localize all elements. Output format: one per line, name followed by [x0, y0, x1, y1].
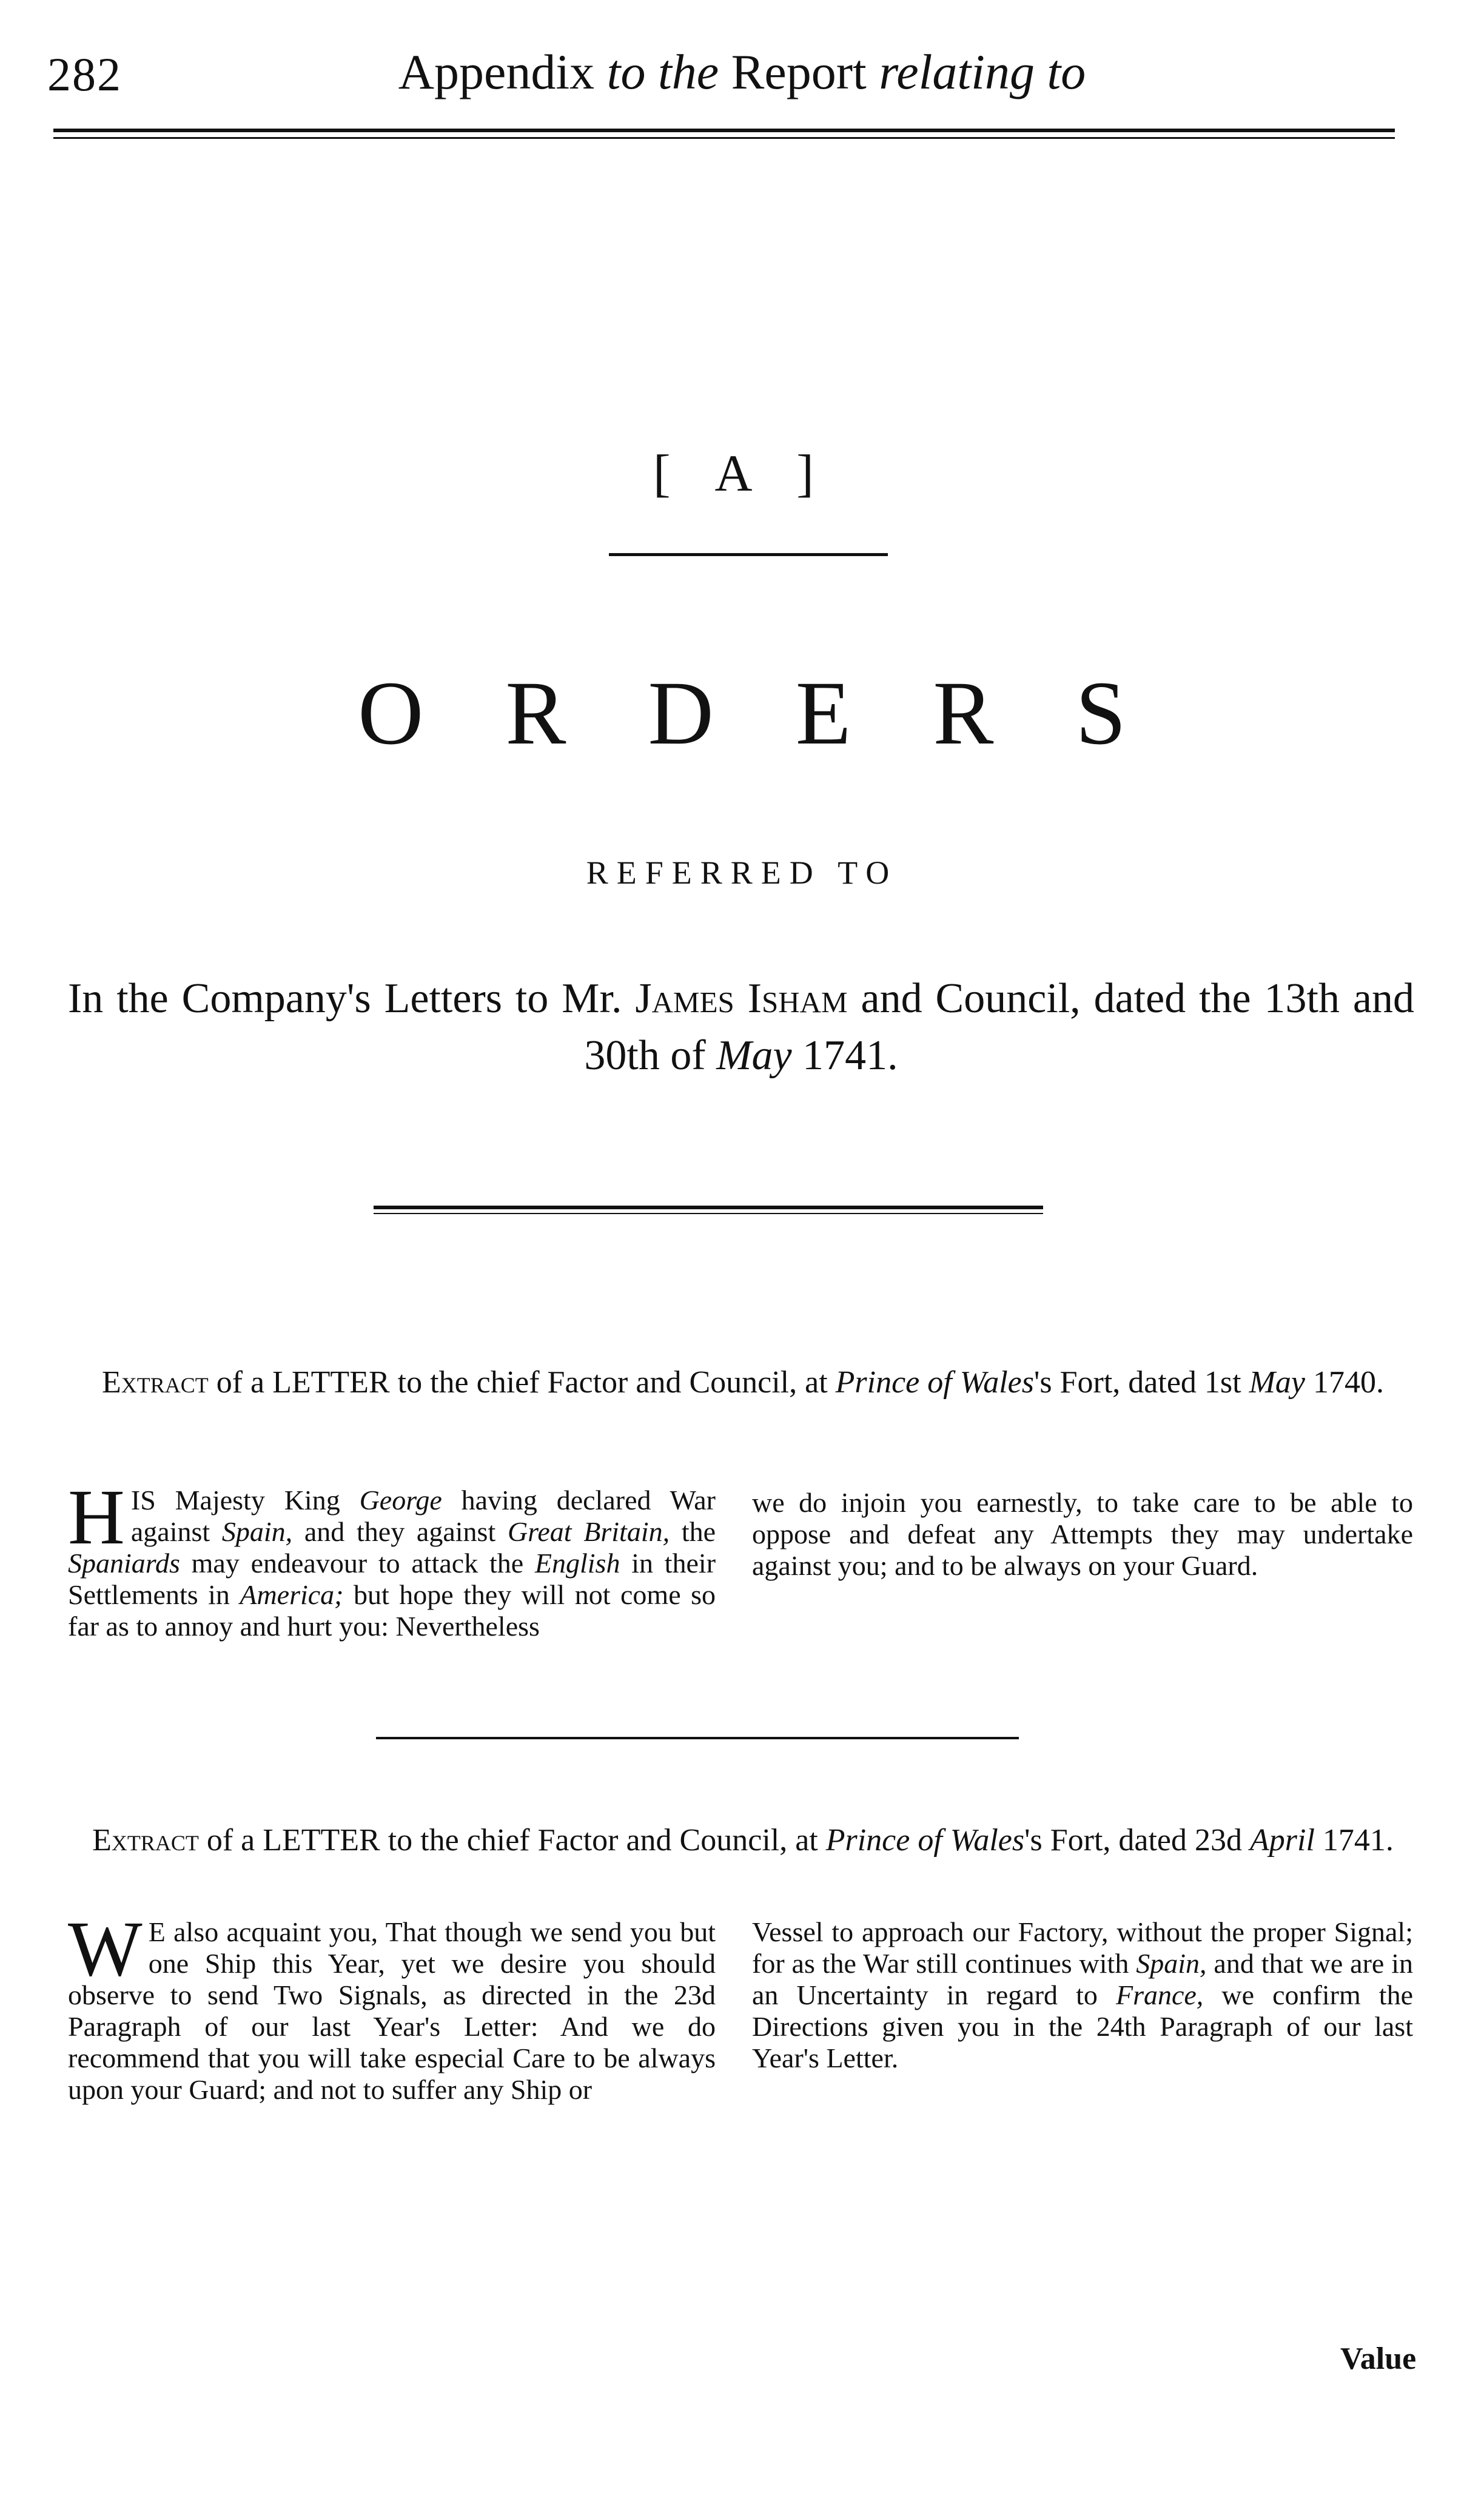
intro-text: In the Company's Letters to Mr. — [68, 975, 636, 1022]
column-text: in their Settlements in — [68, 1548, 716, 1610]
column-italic: Spaniards — [68, 1548, 180, 1579]
extract-separator — [376, 1737, 1019, 1739]
column-text: and that we are in an Uncertainty in regard to — [752, 1948, 1414, 2010]
intro-name: James Isham — [635, 975, 848, 1022]
extract-heading — [61, 1822, 1425, 1858]
running-head — [0, 44, 1484, 101]
extract-heading-place: Prince of Wales — [825, 1823, 1025, 1858]
intro-year: 1741. — [791, 1032, 898, 1079]
section-rule — [374, 1206, 1043, 1209]
column-text: Vessel to approach our Factory, without the proper Signal; for as the War still continues with — [752, 1916, 1413, 1979]
column-italic: Spain, — [1136, 1948, 1207, 1979]
column-italic: Great Britain, — [507, 1516, 670, 1547]
drop-cap: H — [68, 1474, 125, 1561]
intro-paragraph — [68, 970, 1414, 1084]
column-italic: America; — [240, 1579, 344, 1610]
extract-heading-year: 1741. — [1314, 1823, 1394, 1858]
running-head-italic: relating to — [879, 44, 1086, 99]
extract-heading-text: 's Fort, dated 23d — [1024, 1823, 1251, 1858]
extract-right-column: we do injoin you earnestly, to take care to be able to oppose and defeat any Attempts they may undertake against you; and to be always on your Guard. — [752, 1487, 1413, 1581]
extract-heading-text: 's Fort, dated 1st — [1034, 1365, 1249, 1400]
column-italic: Spain, — [221, 1516, 293, 1547]
header-rule — [53, 129, 1395, 132]
drop-cap: W — [68, 1905, 143, 1993]
section-label: [ A ] — [653, 444, 831, 502]
column-italic: France, — [1115, 1979, 1204, 2010]
column-text: IS Majesty King — [130, 1485, 360, 1516]
extract-heading-text: of a LETTER to the chief Factor and Council, at — [208, 1365, 836, 1400]
column-text: and they against — [292, 1516, 508, 1547]
title-rule — [609, 553, 888, 556]
extract-heading-label: Extract — [101, 1365, 209, 1400]
intro-month: May — [716, 1032, 792, 1079]
section-rule — [374, 1213, 1043, 1214]
extract-left-column — [68, 1905, 716, 2106]
column-text: having declared War against — [130, 1485, 716, 1547]
column-italic: George — [359, 1485, 442, 1516]
page-subtitle: REFERRED TO — [586, 854, 898, 891]
extract-heading-text: of a LETTER to the chief Factor and Council, at — [198, 1823, 826, 1858]
page-title: ORDERS — [358, 663, 1208, 764]
column-text: we confirm the Directions given you in the 24th Paragraph of our last Year's Letter. — [752, 1979, 1413, 2073]
running-head-italic: to the — [606, 44, 719, 99]
extract-left-column — [68, 1474, 716, 1642]
header-rule — [53, 137, 1395, 139]
extract-right-column — [752, 1916, 1413, 2074]
column-italic: English — [534, 1548, 620, 1579]
intro-text: and Council, dated the 13th and 30th of — [584, 975, 1414, 1079]
column-text: may endeavour to attack the — [180, 1548, 535, 1579]
column-text: E also acquaint you, That though we send you but one Ship this Year, yet we desire you should observe to send Two Signals, as directed in the 23d Paragraph of our last Year's Letter: And we do recommend that you will take especial Care to be always upon your Guard; and not to suffer any Ship or — [68, 1916, 716, 2105]
extract-heading-place: Prince of Wales — [835, 1365, 1035, 1400]
column-text: but hope they will not come so far as to annoy and hurt you: Nevertheless — [68, 1579, 716, 1642]
extract-heading-month: May — [1249, 1365, 1306, 1400]
running-head-text: Appendix — [398, 44, 607, 99]
extract-heading-month: April — [1250, 1823, 1315, 1858]
page-number: 282 — [47, 48, 122, 101]
extract-heading-year: 1740. — [1305, 1365, 1385, 1400]
column-text: the — [670, 1516, 716, 1547]
extract-heading — [61, 1365, 1425, 1400]
running-head-text: Report — [719, 44, 879, 99]
catchword: Value — [1340, 2342, 1417, 2376]
extract-heading-label: Extract — [92, 1823, 199, 1858]
